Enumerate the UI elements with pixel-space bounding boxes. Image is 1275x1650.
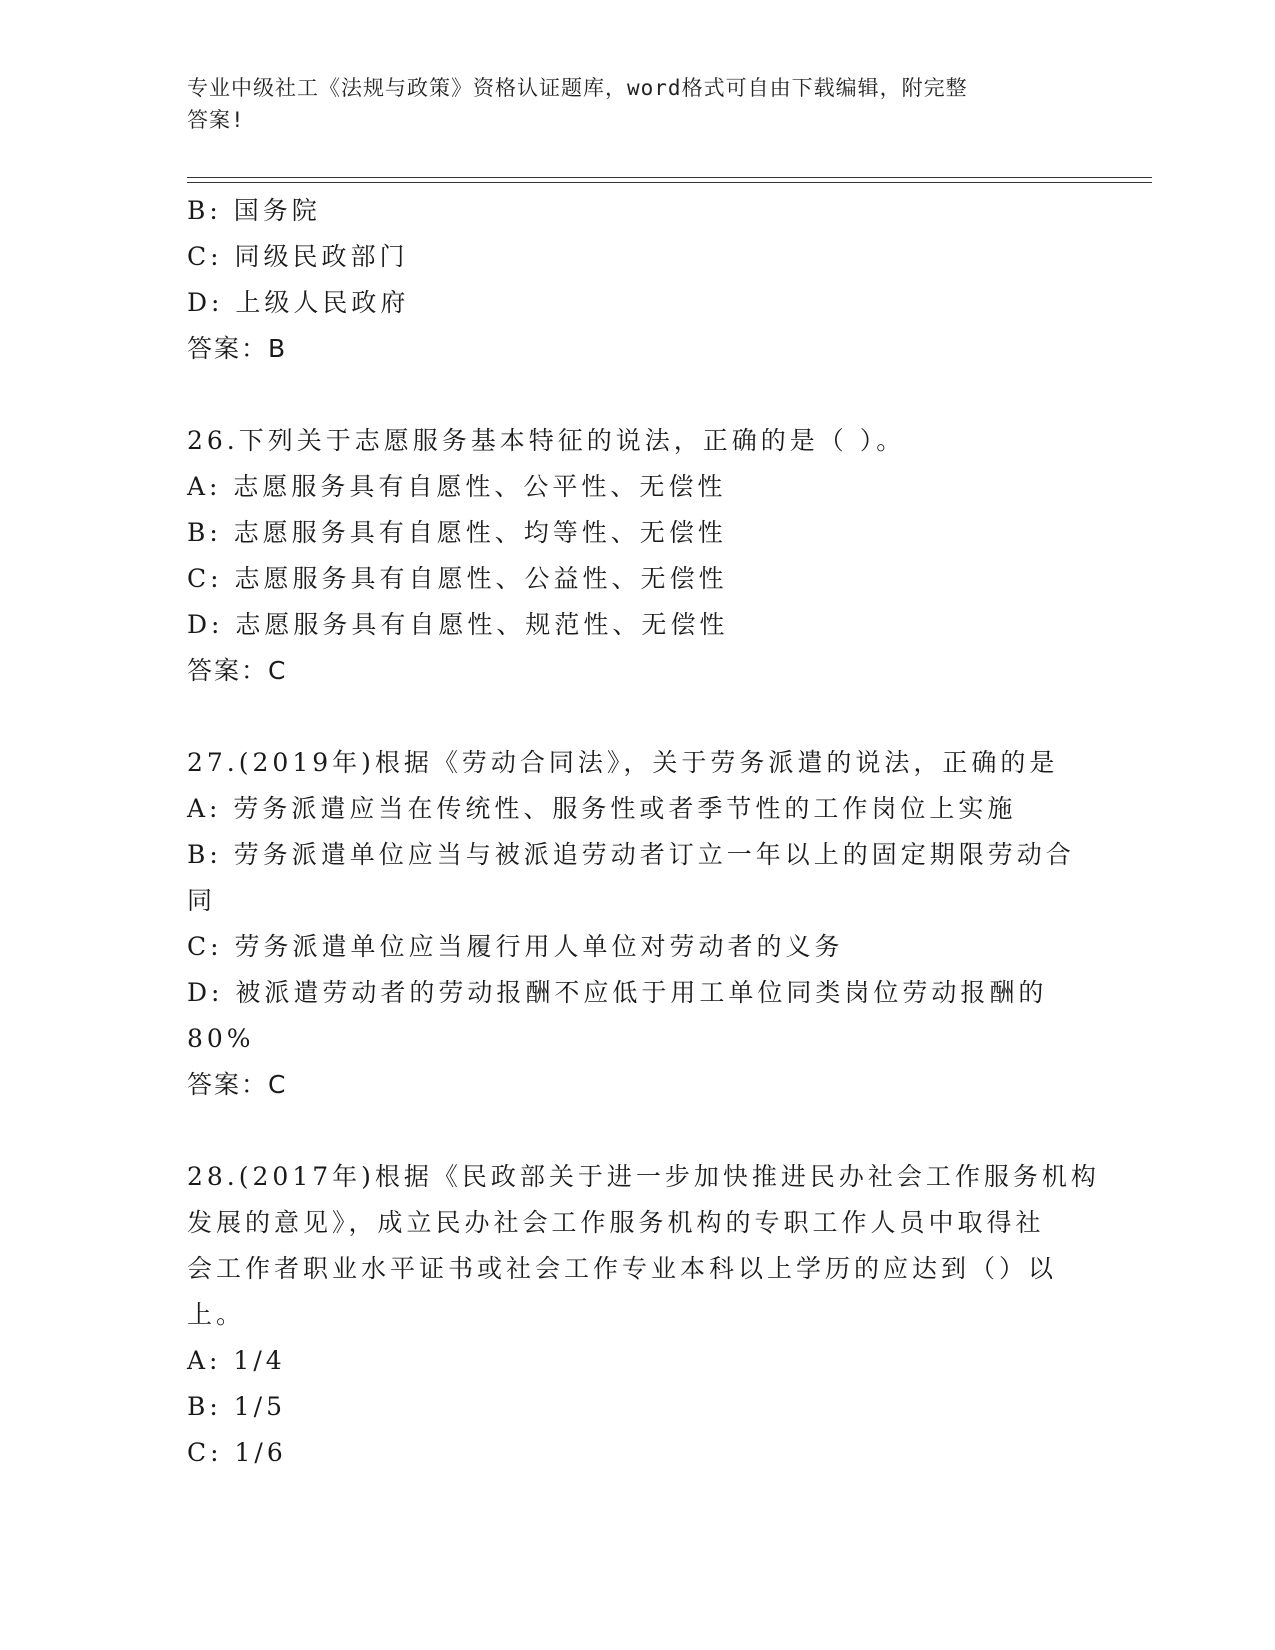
q27-option-d-line-2: 80% — [187, 1024, 255, 1053]
q27-option-a: A: 劳务派遣应当在传统性、服务性或者季节性的工作岗位上实施 — [187, 794, 1017, 823]
header-title-line-2: 答案! — [187, 108, 245, 132]
q27-option-c: C: 劳务派遣单位应当履行用人单位对劳动者的义务 — [187, 932, 844, 961]
q28-question-line-2: 发展的意见》，成立民办社会工作服务机构的专职工作人员中取得社 — [187, 1208, 1045, 1237]
document-header — [187, 72, 1067, 136]
q28-option-a: A: 1/4 — [187, 1346, 286, 1375]
q27-option-b-line-2: 同 — [187, 886, 217, 915]
spacer — [187, 1108, 1077, 1154]
q25-answer: 答案：B — [187, 334, 288, 363]
header-title-line-1: 专业中级社工《法规与政策》资格认证题库，word格式可自由下载编辑，附完整 — [187, 76, 968, 100]
q26-option-b: B: 志愿服务具有自愿性、均等性、无偿性 — [187, 518, 727, 547]
q26-option-a: A: 志愿服务具有自愿性、公平性、无偿性 — [187, 472, 727, 501]
q28-option-c: C: 1/6 — [187, 1438, 287, 1467]
q27-option-d-line-1: D: 被派遣劳动者的劳动报酬不应低于用工单位同类岗位劳动报酬的 — [187, 978, 1048, 1007]
q28-option-b: B: 1/5 — [187, 1392, 286, 1421]
q25-option-b: B: 国务院 — [187, 196, 321, 225]
header-divider-bottom — [187, 182, 1152, 183]
q26-option-c: C: 志愿服务具有自愿性、公益性、无偿性 — [187, 564, 728, 593]
q25-option-c: C: 同级民政部门 — [187, 242, 409, 271]
q25-option-d: D: 上级人民政府 — [187, 288, 410, 317]
header-divider-top — [187, 177, 1152, 178]
spacer — [187, 694, 1077, 740]
spacer — [187, 372, 1077, 418]
q27-option-b-line-1: B: 劳务派遣单位应当与被派追劳动者订立一年以上的固定期限劳动合 — [187, 840, 1075, 869]
q26-option-d: D: 志愿服务具有自愿性、规范性、无偿性 — [187, 610, 729, 639]
q26-answer: 答案：C — [187, 656, 288, 685]
question-list — [187, 188, 1100, 1476]
question-25 — [187, 188, 1077, 372]
question-26 — [187, 418, 1077, 694]
q27-question: 27.(2019年)根据《劳动合同法》，关于劳务派遣的说法，正确的是 — [187, 748, 1059, 777]
q28-question-line-1: 28.(2017年)根据《民政部关于进一步加快推进民办社会工作服务机构 — [187, 1162, 1100, 1191]
question-28 — [187, 1154, 1100, 1476]
q27-answer: 答案：C — [187, 1070, 288, 1099]
question-27 — [187, 740, 1077, 1108]
q26-question: 26.下列关于志愿服务基本特征的说法，正确的是（ ）。 — [187, 426, 906, 455]
q28-question-line-3: 会工作者职业水平证书或社会工作专业本科以上学历的应达到（）以 — [187, 1254, 1058, 1283]
q28-question-line-4: 上。 — [187, 1300, 246, 1329]
